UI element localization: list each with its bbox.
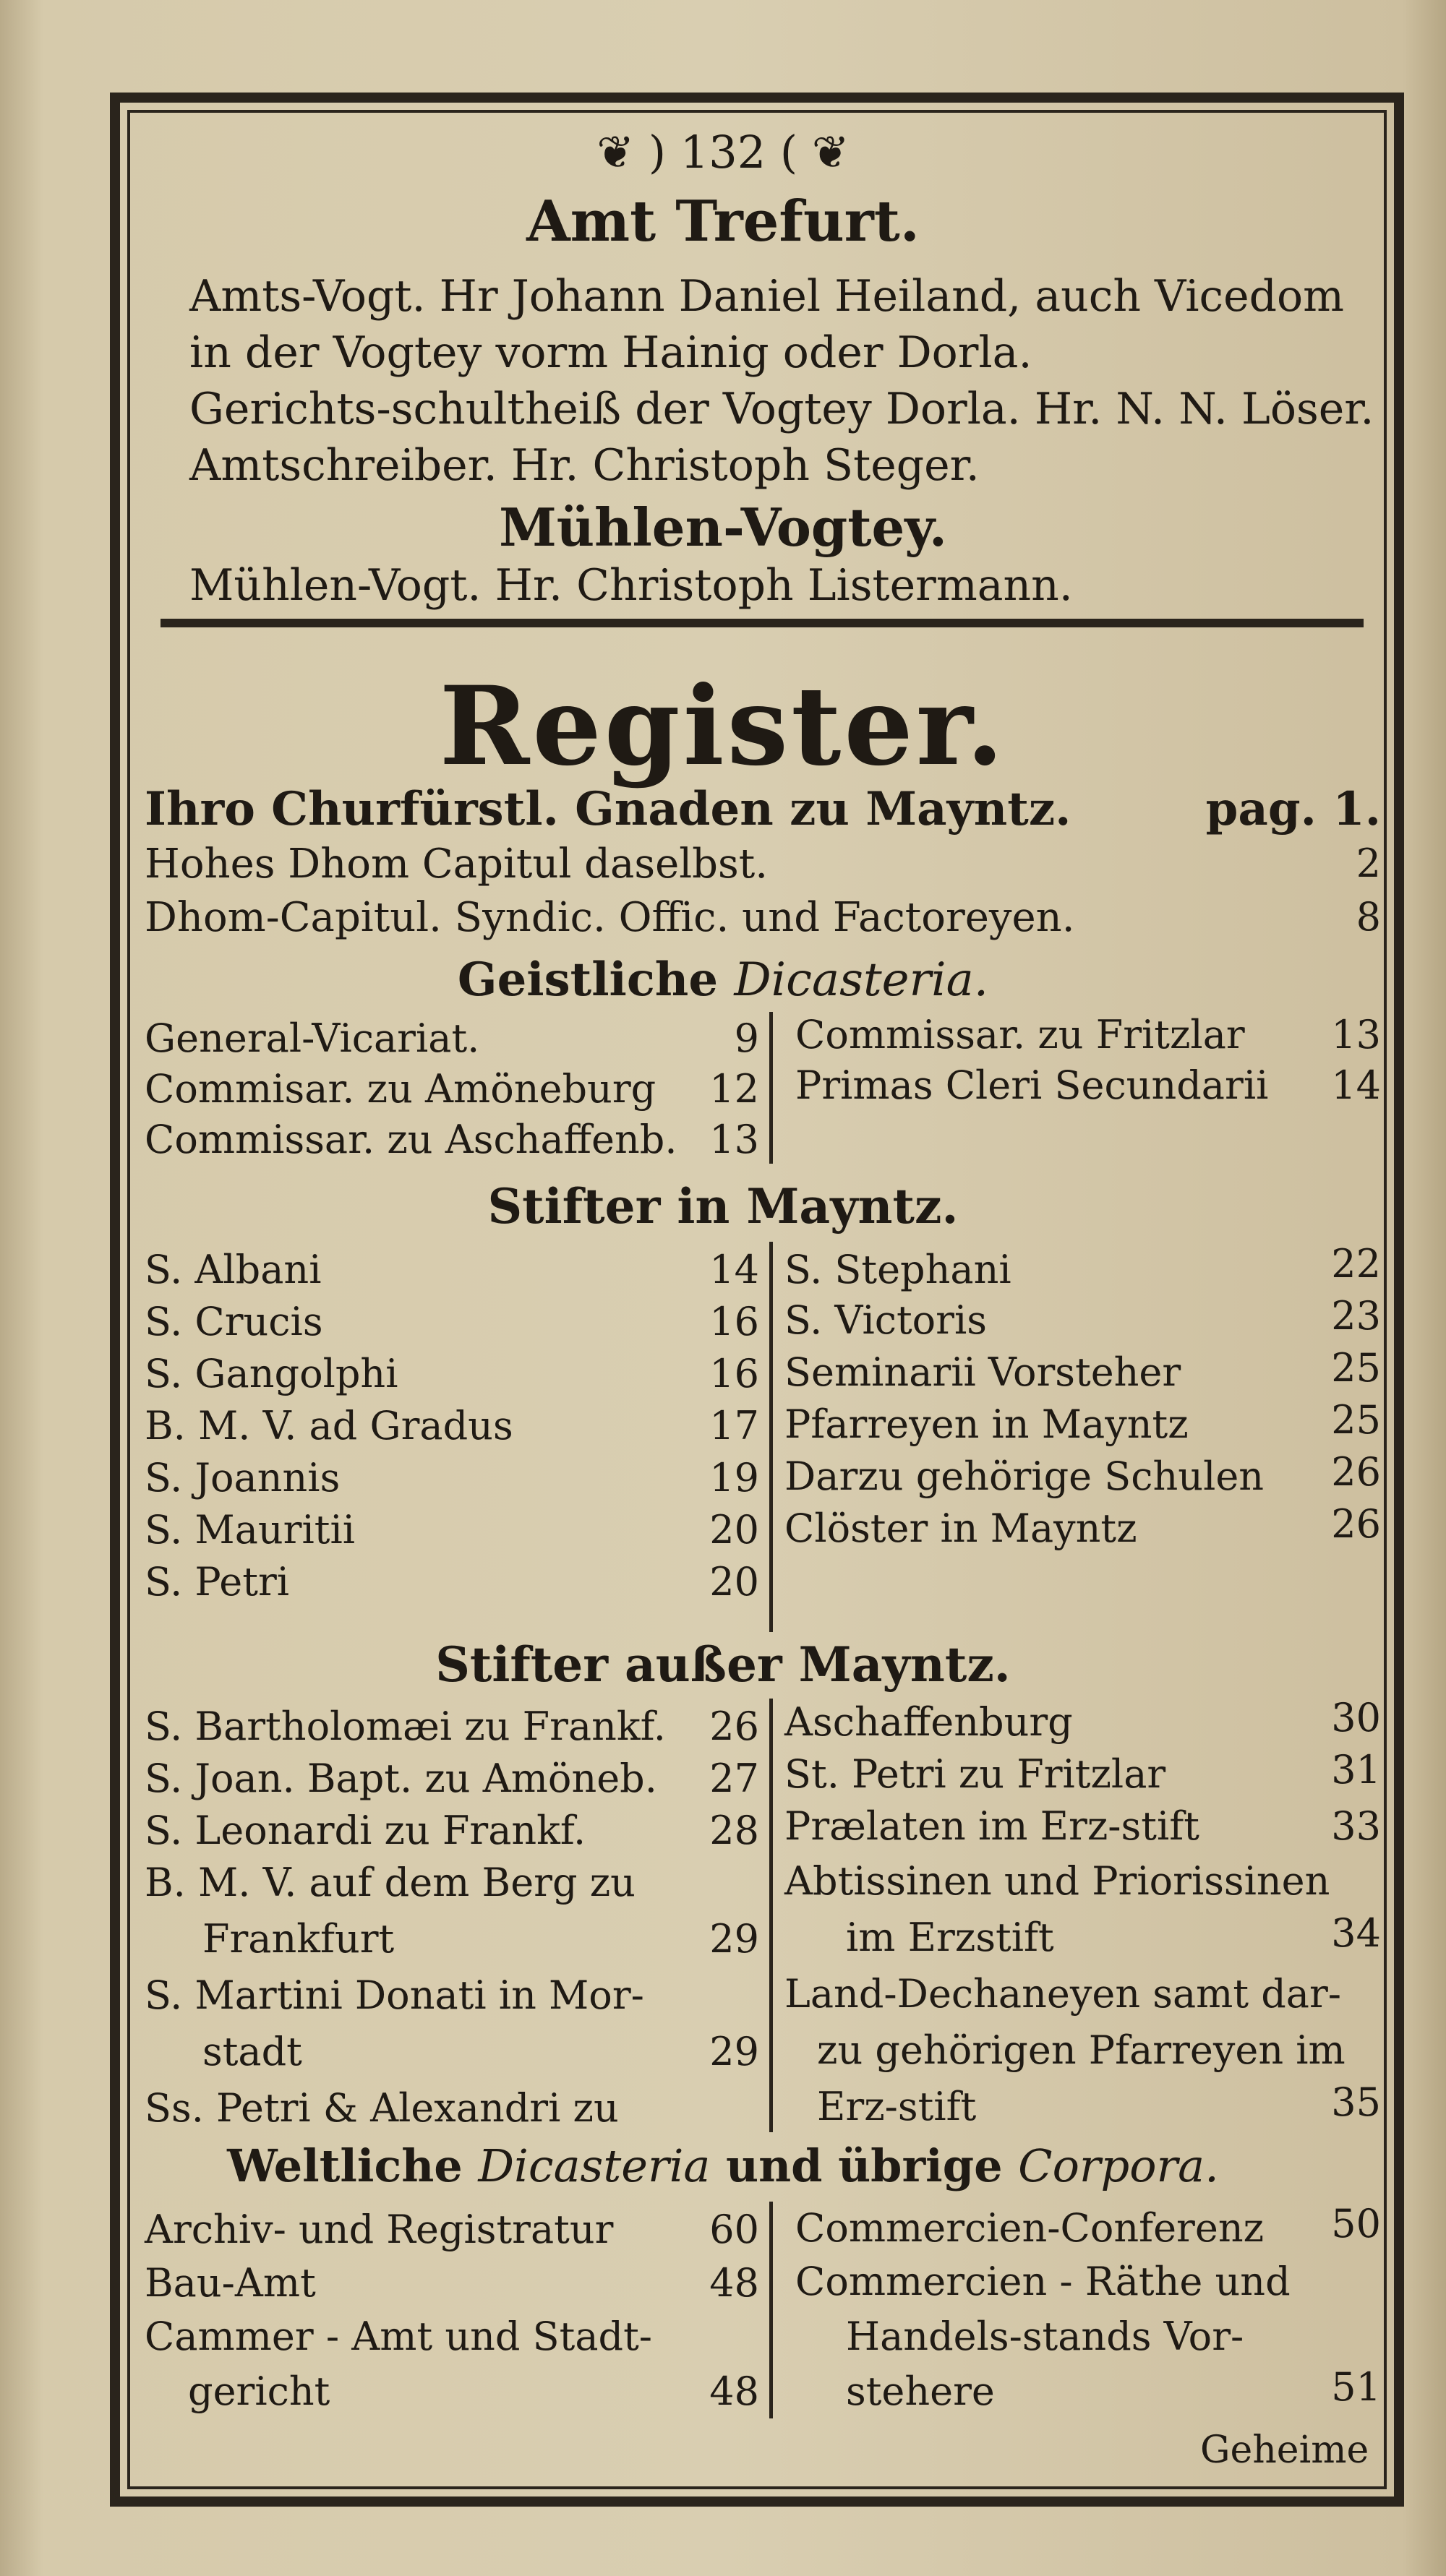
register-entry-page: 48 [709, 2369, 759, 2414]
register-entry-page: 30 [1331, 1695, 1381, 1740]
register-entry-page: 26 [709, 1704, 759, 1749]
register-entry-page: 48 [709, 2260, 759, 2306]
register-entry-page: 25 [1331, 1397, 1381, 1443]
amt-line-3: Gerichts-schultheiß der Vogtey Dorla. Hr. N. N. Löser. [189, 384, 1374, 434]
register-entry-label: S. Albani [145, 1247, 322, 1292]
register-entry-label: Abtissinen und Priorissinen [784, 1858, 1330, 1904]
register-entry-page: 16 [709, 1351, 759, 1396]
register-entry-page: 31 [1331, 1747, 1381, 1793]
section-title-stifter-ausser-mayntz: Stifter außer Mayntz. [435, 1636, 1011, 1693]
register-entry-page: 51 [1331, 2364, 1381, 2410]
register-entry-label: Commissar. zu Fritzlar [795, 1012, 1245, 1057]
register-entry-label: B. M. V. auf dem Berg zu [145, 1860, 636, 1905]
register-entry-page: 27 [709, 1756, 759, 1801]
register-entry-label: S. Bartholomæi zu Frankf. [145, 1704, 666, 1749]
amt-line-4: Amtschreiber. Hr. Christoph Steger. [189, 440, 980, 491]
register-entry-page: 2 [1356, 841, 1381, 886]
register-entry-label: S. Joannis [145, 1455, 341, 1500]
register-entry-label: S. Joan. Bapt. zu Amöneb. [145, 1756, 657, 1801]
register-entry-label: S. Leonardi zu Frankf. [145, 1808, 586, 1853]
register-entry-label: Handels-stands Vor- [846, 2314, 1244, 2359]
register-entry-label: stadt [202, 2029, 302, 2074]
catchword: Geheime [1200, 2429, 1369, 2472]
register-entry-page: 29 [709, 2029, 759, 2074]
register-entry-page: 12 [709, 1066, 759, 1112]
register-entry-label: Frankfurt [202, 1916, 395, 1962]
register-entry-page: 25 [1331, 1345, 1381, 1391]
column-divider [769, 2202, 773, 2418]
register-entry-label: Land-Dechaneyen samt dar- [784, 1971, 1342, 2017]
register-entry-label: S. Stephani [784, 1247, 1011, 1292]
muehlen-title: Mühlen-Vogtey. [499, 497, 947, 558]
register-entry-page: 20 [709, 1507, 759, 1553]
register-entry-label: im Erzstift [846, 1915, 1054, 1960]
register-entry-label: zu gehörigen Pfarreyen im [817, 2027, 1346, 2073]
register-entry-label: Darzu gehörige Schulen [784, 1454, 1265, 1499]
column-divider [769, 1242, 773, 1632]
register-entry-page: 50 [1331, 2201, 1381, 2246]
register-entry-label: Commissar. zu Aschaffenb. [145, 1117, 677, 1162]
page-header: ❦ ) 132 ( ❦ [596, 126, 850, 179]
register-entry-label: Aschaffenburg [784, 1699, 1073, 1745]
register-entry-label: Cammer - Amt und Stadt- [145, 2314, 653, 2359]
register-entry-label: S. Victoris [784, 1297, 987, 1343]
register-entry-page: 34 [1331, 1910, 1381, 1956]
register-entry-page: 26 [1331, 1449, 1381, 1495]
register-entry-label: Pfarreyen in Mayntz [784, 1401, 1189, 1447]
register-entry-page: 22 [1331, 1241, 1381, 1287]
register-entry-label: S. Petri [145, 1559, 290, 1605]
register-entry-label: S. Martini Donati in Mor- [145, 1972, 644, 2018]
register-entry-label: Commercien-Conferenz [795, 2205, 1265, 2251]
amt-title: Amt Trefurt. [526, 189, 920, 254]
register-entry-label: S. Mauritii [145, 1507, 355, 1553]
register-entry-page: 17 [709, 1403, 759, 1448]
section-title-weltliche: Weltliche Dicasteria und übrige Corpora. [227, 2139, 1219, 2192]
section-title-stifter-in-mayntz: Stifter in Mayntz. [487, 1178, 959, 1235]
register-entry-page: 16 [709, 1299, 759, 1344]
register-title: Register. [439, 663, 1007, 790]
register-entry-label: General-Vicariat. [145, 1016, 480, 1061]
register-entry-page: 14 [709, 1247, 759, 1292]
register-entry-label: Primas Cleri Secundarii [795, 1062, 1269, 1108]
register-entry-page: pag. 1. [1205, 782, 1381, 836]
register-entry-label: Ihro Churfürstl. Gnaden zu Mayntz. [145, 782, 1071, 836]
register-entry-label: Dhom-Capitul. Syndic. Offic. und Factoreyen. [145, 894, 1075, 941]
amt-line-2: in der Vogtey vorm Hainig oder Dorla. [189, 327, 1032, 378]
register-entry-page: 9 [734, 1016, 759, 1061]
register-entry-label: Prælaten im Erz-stift [784, 1803, 1199, 1849]
register-entry-label: Archiv- und Registratur [145, 2207, 614, 2252]
register-entry-label: B. M. V. ad Gradus [145, 1403, 513, 1448]
register-entry-page: 33 [1331, 1803, 1381, 1849]
section-title-geistliche: Geistliche Dicasteria. [457, 953, 989, 1007]
register-entry-label: Bau-Amt [145, 2260, 316, 2306]
register-entry-label: S. Gangolphi [145, 1351, 398, 1396]
register-entry-label: Seminarii Vorsteher [784, 1349, 1181, 1395]
amt-line-1: Amts-Vogt. Hr Johann Daniel Heiland, auch Vicedom [189, 271, 1345, 322]
register-entry-page: 20 [709, 1559, 759, 1605]
register-entry-page: 13 [1331, 1012, 1381, 1057]
register-entry-label: gericht [188, 2369, 330, 2414]
column-divider [769, 1012, 773, 1164]
register-entry-page: 29 [709, 1916, 759, 1962]
register-entry-label: Clöster in Mayntz [784, 1506, 1137, 1551]
register-entry-page: 35 [1331, 2079, 1381, 2125]
column-divider [769, 1699, 773, 2132]
register-entry-label: Hohes Dhom Capitul daselbst. [145, 841, 769, 888]
section-divider [161, 619, 1364, 627]
register-entry-page: 23 [1331, 1293, 1381, 1339]
register-entry-label: Commercien - Räthe und [795, 2259, 1291, 2304]
register-entry-page: 60 [709, 2207, 759, 2252]
register-entry-page: 14 [1331, 1062, 1381, 1108]
register-entry-label: St. Petri zu Fritzlar [784, 1751, 1166, 1797]
register-entry-page: 8 [1356, 894, 1381, 940]
register-entry-label: Erz-stift [817, 2084, 977, 2129]
register-entry-label: S. Crucis [145, 1299, 323, 1344]
register-entry-label: Commisar. zu Amöneburg [145, 1066, 656, 1112]
register-entry-page: 19 [709, 1455, 759, 1500]
register-entry-label: Ss. Petri & Alexandri zu [145, 2085, 619, 2131]
muehlen-line: Mühlen-Vogt. Hr. Christoph Listermann. [189, 560, 1073, 611]
register-entry-page: 13 [709, 1117, 759, 1162]
register-entry-page: 28 [709, 1808, 759, 1853]
register-entry-page: 26 [1331, 1501, 1381, 1547]
register-entry-label: stehere [846, 2369, 995, 2414]
